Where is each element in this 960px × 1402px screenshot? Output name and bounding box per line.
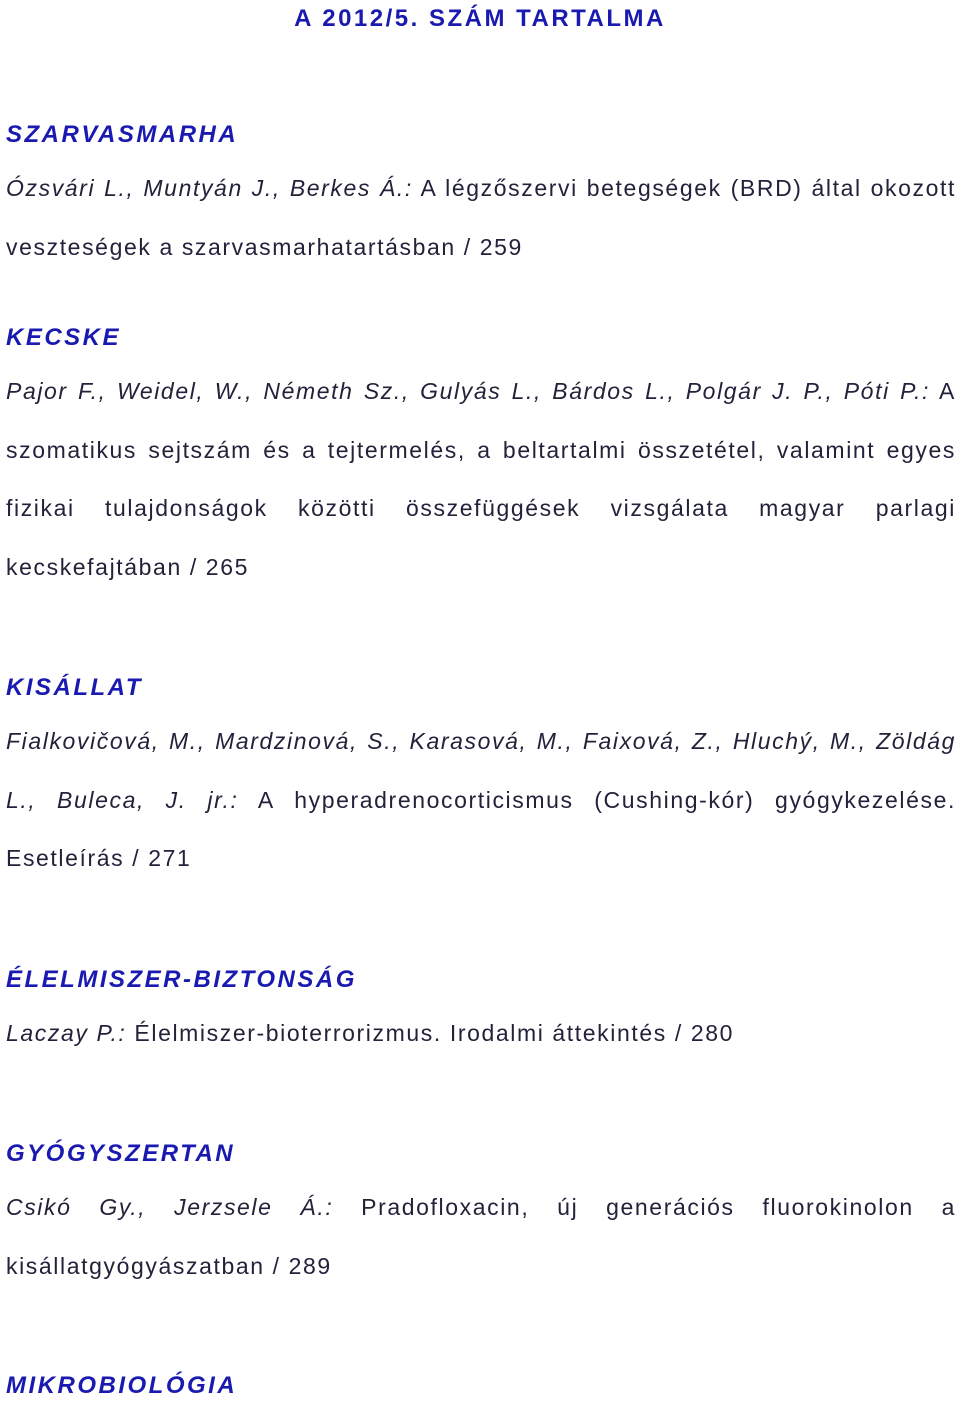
section-heading: SZARVASMARHA: [6, 121, 239, 148]
section-gyogyszertan: [6, 1137, 956, 1295]
section-heading: ÉLELMISZER-BIZTONSÁG: [6, 966, 357, 993]
section-heading: GYÓGYSZERTAN: [6, 1140, 236, 1167]
article-authors: Csikó Gy., Jerzsele Á.:: [6, 1194, 334, 1220]
article-entry: [6, 1004, 956, 1063]
section-heading: KECSKE: [6, 324, 122, 351]
section-heading: MIKROBIOLÓGIA: [6, 1372, 238, 1399]
article-title: A szomatikus sejtszám és a tejtermelés, a beltartalmi összetétel, valamint egyes fizikai tulajdonságok közötti összefüggések vizsgálata magyar parlagi kecskefajtában / 265: [6, 378, 956, 580]
section-heading: KISÁLLAT: [6, 674, 143, 701]
section-mikrobiologia: [6, 1369, 956, 1402]
article-title: A hyperadrenocorticismus (Cushing-kór) gyógykezelése. Esetleírás / 271: [6, 786, 957, 871]
section-kisallat: [6, 671, 956, 888]
article-entry: [6, 1178, 956, 1295]
article-authors: Fialkovičová, M., Mardzinová, S., Karasová, M., Faixová, Z., Hluchý, M., Zöldág L., Buleca, J. jr.:: [6, 728, 956, 813]
page-title: A 2012/5. SZÁM TARTALMA: [294, 5, 666, 32]
section-elelmiszer-biztonsag: [6, 963, 956, 1063]
article-authors: Ózsvári L., Muntyán J., Berkes Á.:: [6, 175, 413, 201]
section-kecske: [6, 321, 956, 596]
article-entry: [6, 159, 956, 276]
article-title: A légzőszervi betegségek (BRD) által okozott veszteségek a szarvasmarhatartásban / 259: [6, 175, 956, 260]
article-entry: [6, 712, 956, 888]
section-szarvasmarha: [6, 118, 956, 276]
article-authors: Pajor F., Weidel, W., Németh Sz., Gulyás L., Bárdos L., Polgár J. P., Póti P.:: [6, 378, 931, 404]
article-title: Pradofloxacin, új generációs fluorokinolon a kisállatgyógyászatban / 289: [6, 1194, 956, 1279]
article-entry: [6, 362, 956, 596]
article-title: Élelmiszer-bioterrorizmus. Irodalmi áttekintés / 280: [126, 1020, 735, 1046]
article-authors: Laczay P.:: [6, 1020, 127, 1046]
